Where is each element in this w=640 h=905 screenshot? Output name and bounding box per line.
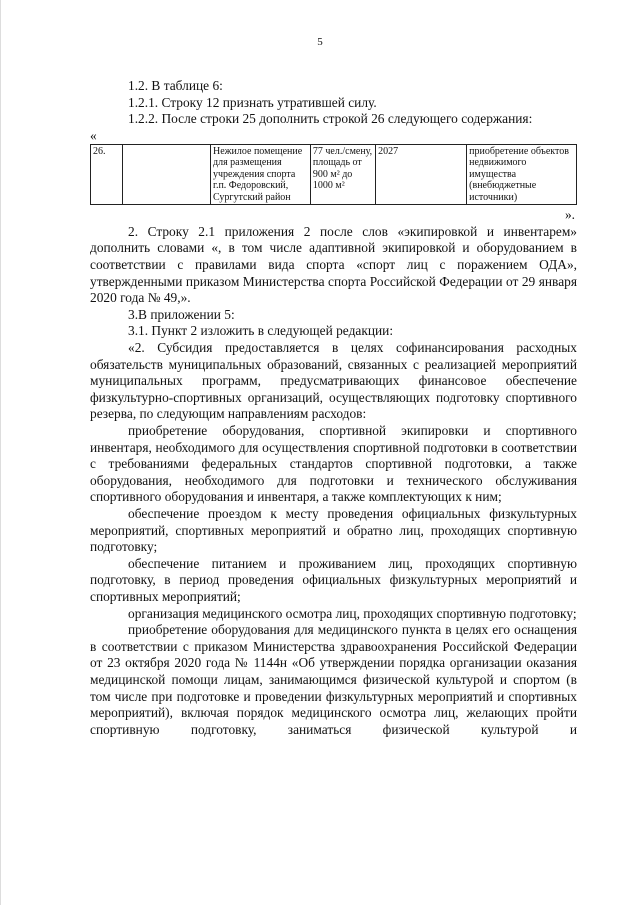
paragraph-2: 2. Строку 2.1 приложения 2 после слов «экипировкой и инвентарем» дополнить словами «, в том числе адаптивной экипировкой и оборудованием в соответствии с правилами вида спорта «спорт лиц с поражением ОДА», утвержденными приказом Министерства спорта Российской Федерации от 29 января 2020 года № 49,». bbox=[90, 223, 577, 306]
document-body bbox=[90, 78, 577, 738]
year-cell: 2027 bbox=[376, 144, 467, 205]
table-row bbox=[91, 144, 577, 205]
row-number-cell: 26. bbox=[91, 144, 123, 205]
object-name-cell: Нежилое помещение для размещения учреждения спорта г.п. Федоровский, Сургутский район bbox=[210, 144, 310, 205]
paragraph-1-2-1: 1.2.1. Строку 12 признать утратившей силу. bbox=[128, 94, 377, 110]
paragraph-1-2-2: 1.2.2. После строки 25 дополнить строкой 26 следующего содержания: bbox=[128, 111, 533, 127]
expense-medical-equipment: приобретение оборудования для медицинского пункта в целях его оснащения в соответствии с приказом Министерства здравоохранения Российской Федерации от 23 октября 2020 года № 1144н «Об утверждении порядка организации оказания медицинской помощи лицам, занимающимся физической культурой и спортом (в том числе при подготовке и проведении физкультурных мероприятий и спортивных мероприятий), включая порядок медицинского осмотра лиц, желающих пройти спортивную подготовку, заниматься физической культурой и bbox=[90, 622, 577, 737]
expense-food-lodging: обеспечение питанием и проживанием лиц, проходящих спортивную подготовку, в период проведения официальных физкультурных мероприятий и спортивных мероприятий; bbox=[90, 555, 577, 604]
purpose-cell: приобретение объектов недвижимого имущества (внебюджетные источники) bbox=[467, 144, 577, 205]
page-number: 5 bbox=[317, 36, 323, 48]
quote-open-mark: « bbox=[90, 127, 97, 143]
empty-cell bbox=[122, 144, 210, 205]
paragraph-3: 3.В приложении 5: bbox=[128, 306, 235, 322]
capacity-cell: 77 чел./смену, площадь от 900 м² до 1000 м² bbox=[310, 144, 375, 205]
paragraph-1-2: 1.2. В таблице 6: bbox=[128, 78, 223, 93]
paragraph-3-1: 3.1. Пункт 2 изложить в следующей редакции: bbox=[128, 323, 394, 339]
table-6-row-26 bbox=[90, 144, 577, 206]
expense-medical-exam: организация медицинского осмотра лиц, проходящих спортивную подготовку; bbox=[128, 605, 577, 621]
expense-travel: обеспечение проездом к месту проведения официальных физкультурных мероприятий, спортивных мероприятий и обратно лиц, проходящих спортивную подготовку; bbox=[90, 505, 577, 555]
quote-close-mark: ». bbox=[564, 207, 575, 223]
subsidy-paragraph: «2. Субсидия предоставляется в целях софинансирования расходных обязательств муниципальных образований, связанных с реализацией мероприятий муниципальных программ, предусматривающих финансовое обеспечение физкультурно-спортивных организаций, осуществляющих подготовку спортивного резерва, по следующим направлениям расходов: bbox=[90, 340, 577, 422]
expense-equipment: приобретение оборудования, спортивной экипировки и спортивного инвентаря, необходимого для осуществления спортивной подготовки в соответствии с требованиями федеральных стандартов спортивной подготовки, а также оборудования, необходимого для подготовки и технического обслуживания спортивного оборудования и инвентаря, а также комплектующих к ним; bbox=[90, 423, 577, 505]
